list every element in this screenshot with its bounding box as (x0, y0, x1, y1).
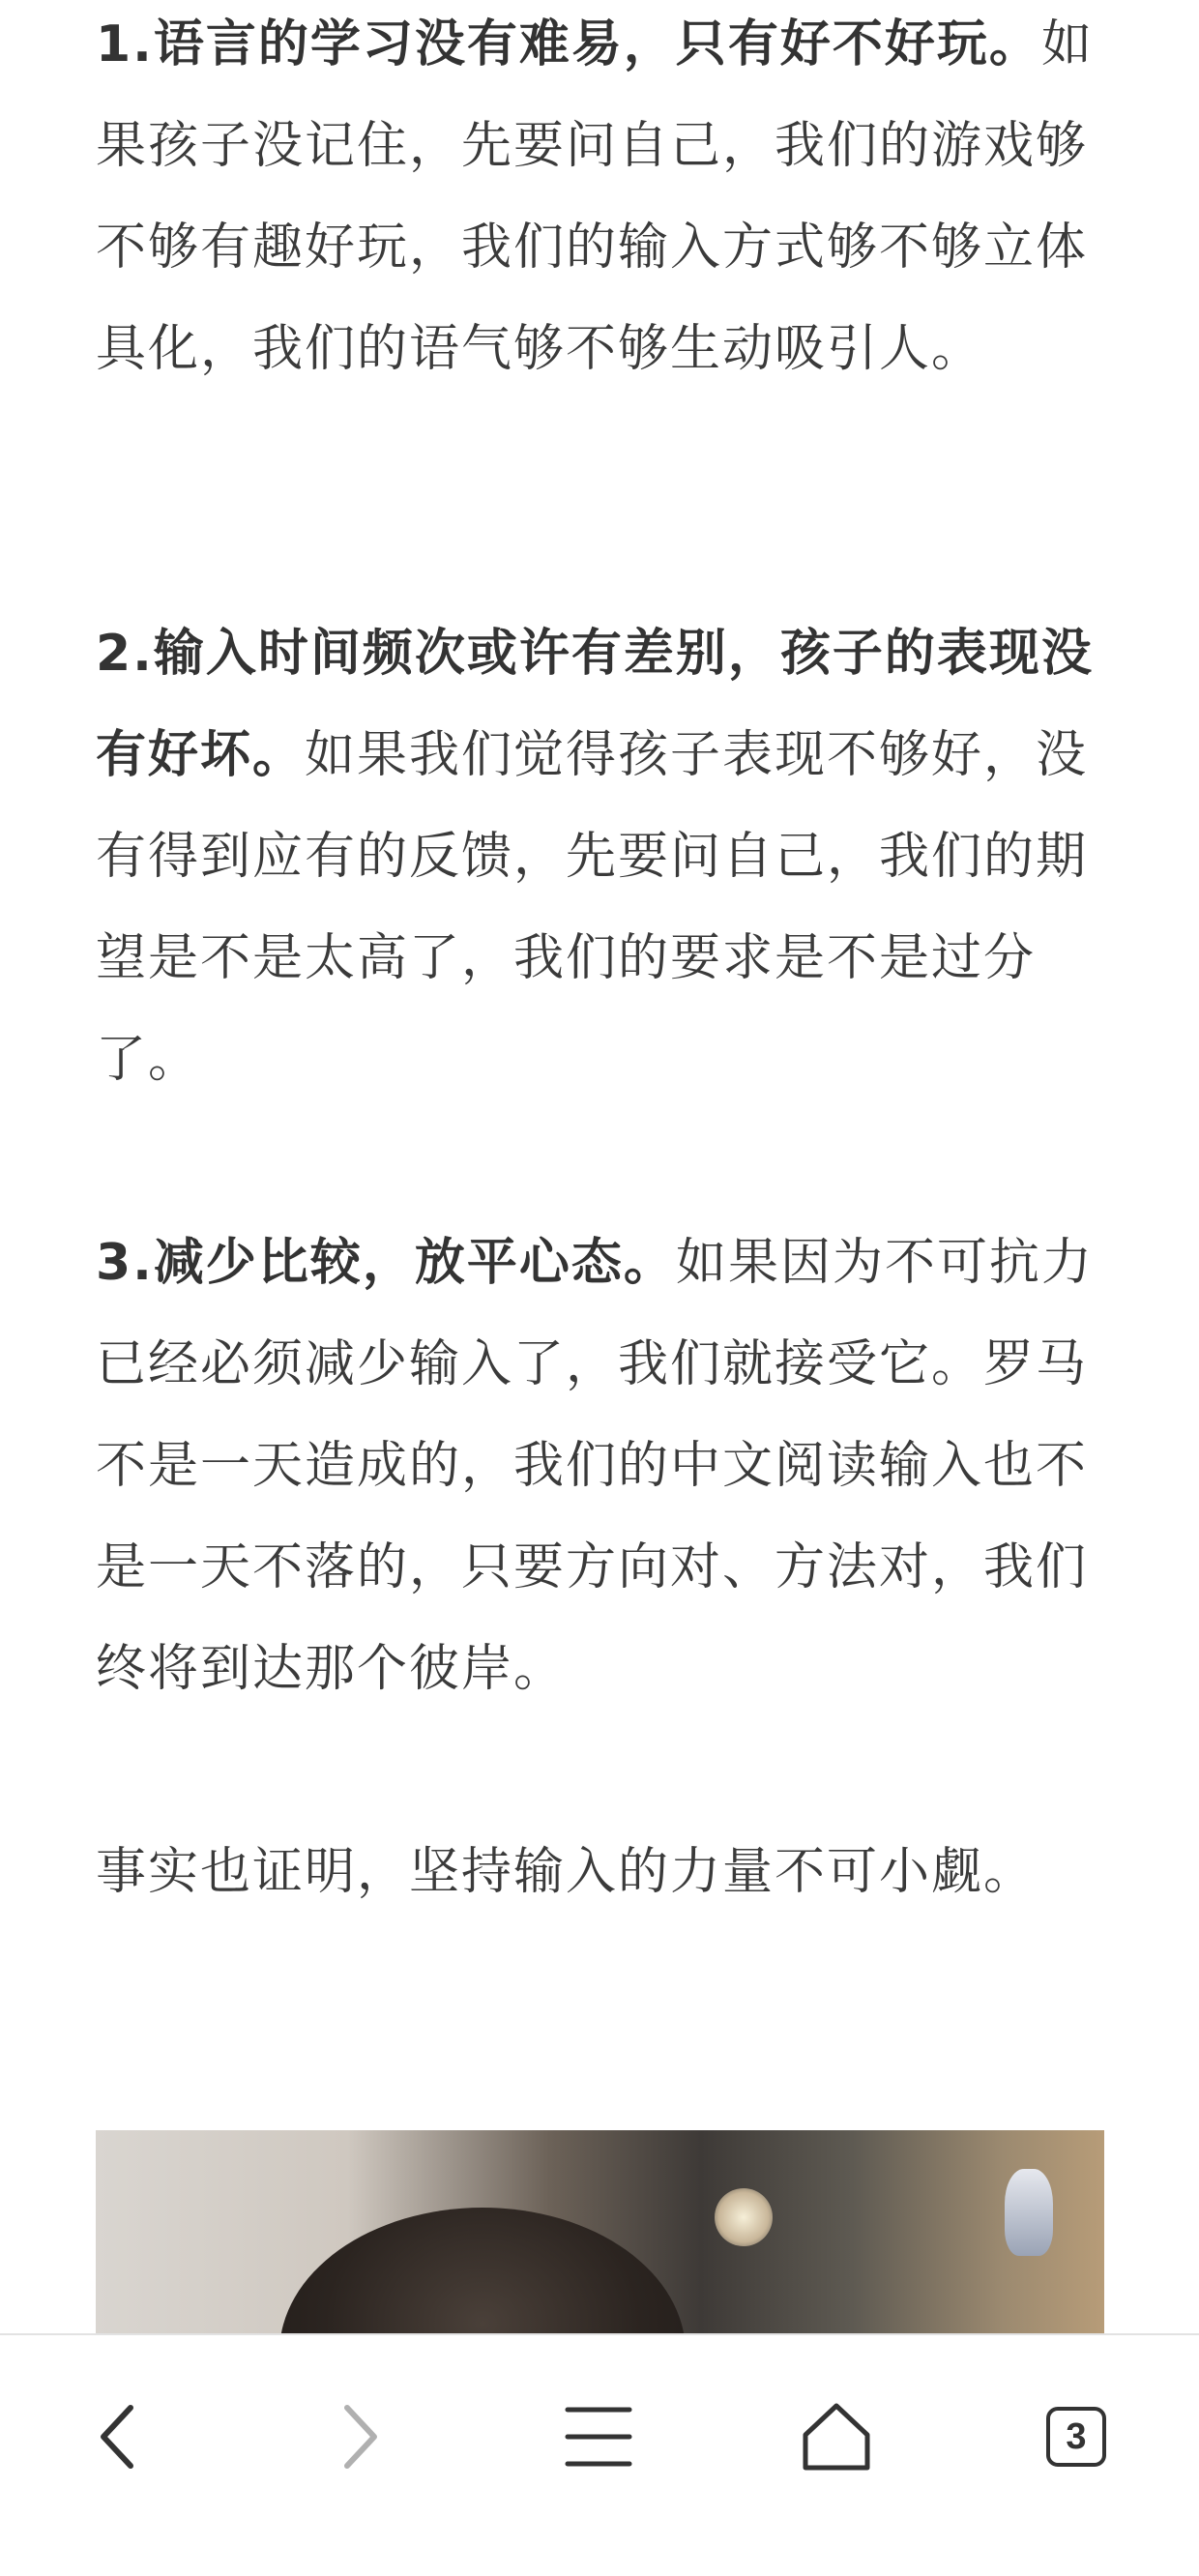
paragraph-3-heading: 3.减少比较，放平心态。 (96, 1234, 676, 1292)
paragraph-1 (96, 0, 1103, 400)
paragraph-3-text: 如果因为不可抗力已经必须减少输入了，我们就接受它。罗马不是一天造成的，我们的中文阅读输入也不是一天不落的，只要方向对、方法对，我们终将到达那个彼岸。 (96, 1234, 1094, 1698)
home-icon (798, 2398, 875, 2475)
chevron-right-icon (332, 2398, 390, 2475)
hamburger-menu-icon (564, 2402, 633, 2472)
home-button[interactable] (783, 2384, 890, 2490)
back-button[interactable] (64, 2384, 170, 2490)
article-photo[interactable] (96, 2130, 1104, 2333)
paragraph-2 (96, 603, 1103, 1111)
paragraph-4-text: 事实也证明，坚持输入的力量不可小觑。 (96, 1843, 1037, 1901)
forward-button[interactable] (307, 2384, 414, 2490)
photo-lamp (715, 2188, 773, 2246)
photo-vase (1005, 2169, 1053, 2256)
paragraph-3 (96, 1213, 1103, 1720)
paragraph-1-heading: 1.语言的学习没有难易，只有好不好玩。 (96, 15, 1041, 73)
menu-button[interactable] (545, 2384, 652, 2490)
tabs-button[interactable] (1023, 2384, 1129, 2490)
paragraph-2-heading: 2.输入时间频次或许有差别，孩子的表现没有好坏。 (96, 625, 1094, 784)
photo-child-head (279, 2208, 686, 2333)
paragraph-1-text: 如果孩子没记住，先要问自己，我们的游戏够不够有趣好玩，我们的输入方式够不够立体具化，我们的语气够不够生动吸引人。 (96, 15, 1094, 378)
browser-bottom-toolbar (0, 2333, 1199, 2576)
paragraph-4 (96, 1822, 1103, 1923)
tab-count-badge: 3 (1046, 2407, 1106, 2467)
chevron-left-icon (88, 2398, 146, 2475)
paragraph-2-text: 如果我们觉得孩子表现不够好，没有得到应有的反馈，先要问自己，我们的期望是不是太高了，我们的要求是不是过分了。 (96, 726, 1089, 1089)
